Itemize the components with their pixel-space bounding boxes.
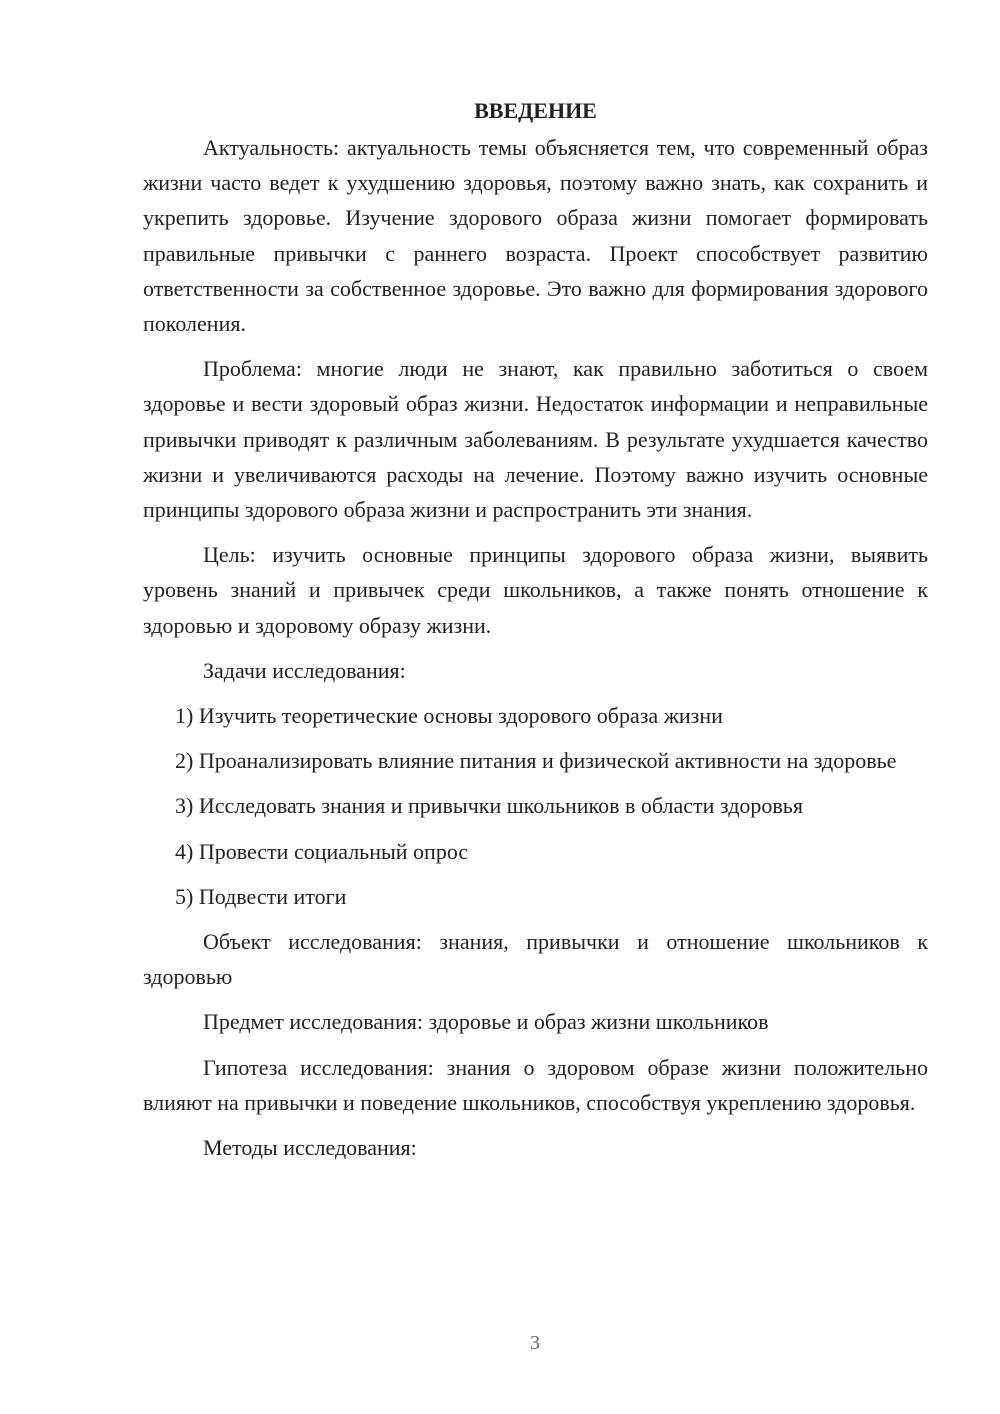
task-item-2: 2) Проанализировать влияние питания и физической активности на здоровье [175,748,897,774]
document-page [143,96,928,1175]
tasks-heading: Задачи исследования: [203,657,406,683]
section-title: ВВЕДЕНИЕ [474,98,597,123]
page-number: 3 [530,1332,540,1354]
task-item-1: 1) Изучить теоретические основы здорового образа жизни [175,703,723,729]
paragraph-problem: Проблема: многие люди не знают, как правильно заботиться о своем здоровье и вести здоровый образ жизни. Недостаток информации и неправильные привычки приводят к различным заболеваниям. В результате ухудшается качество жизни и увеличиваются расходы на лечение. Поэтому важно изучить основные принципы здорового образа жизни и распространить эти знания. [143,356,928,523]
methods-heading: Методы исследования: [203,1135,417,1161]
task-item-5: 5) Подвести итоги [175,883,347,909]
paragraph-relevance: Актуальность: актуальность темы объясняется тем, что современный образ жизни часто ведет к ухудшению здоровья, поэтому важно знать, как сохранить и укрепить здоровье. Изучение здорового образа жизни помогает формировать правильные привычки с раннего возраста. Проект способствует развитию ответственности за собственное здоровье. Это важно для формирования здорового поколения. [143,135,928,337]
paragraph-object: Объект исследования: знания, привычки и отношение школьников к здоровью [143,929,928,990]
paragraph-subject: Предмет исследования: здоровье и образ жизни школьников [203,1009,769,1035]
task-item-3: 3) Исследовать знания и привычки школьников в области здоровья [175,793,803,819]
paragraph-hypothesis: Гипотеза исследования: знания о здоровом образе жизни положительно влияют на привычки и поведение школьников, способствуя укреплению здоровья. [143,1054,928,1115]
paragraph-goal: Цель: изучить основные принципы здорового образа жизни, выявить уровень знаний и привычек среди школьников, а также понять отношение к здоровью и здоровому образу жизни. [143,542,928,638]
task-item-4: 4) Провести социальный опрос [175,838,469,864]
